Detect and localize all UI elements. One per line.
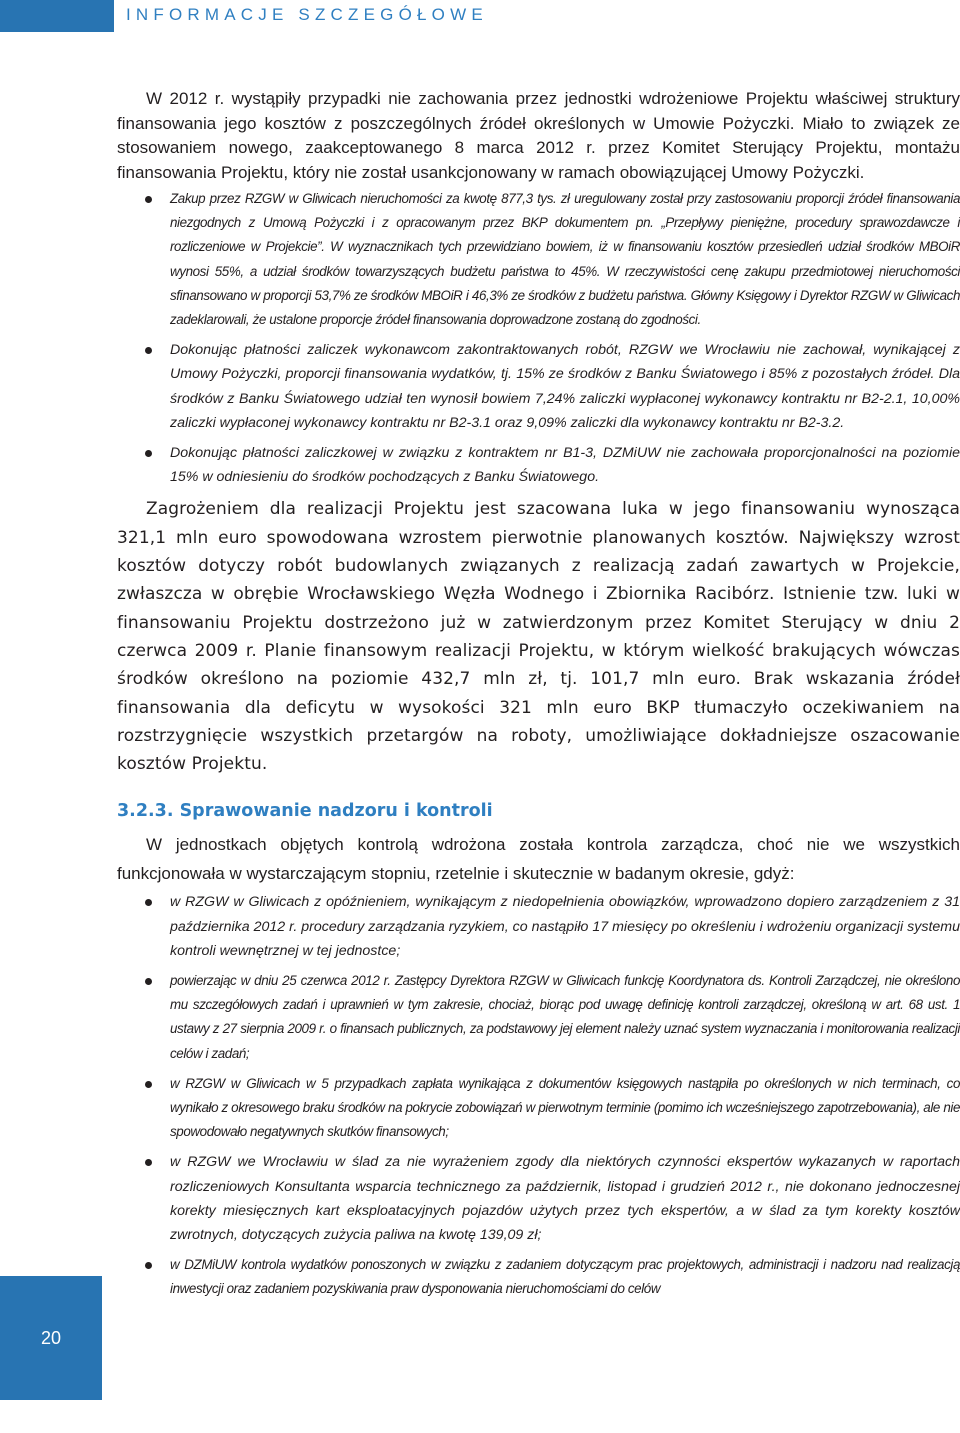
paragraph-management-control: W jednostkach objętych kontrolą wdrożona została kontrola zarządcza, choć nie we wszystkich funkcjonowała w wystarczającym stopniu, rzetelnie i skutecznie w badanym okresie, gdyż:: [117, 835, 960, 884]
list-item: Zakup przez RZGW w Gliwicach nieruchomości za kwotę 877,3 tys. zł uregulowany został przy zastosowaniu proporcji źródeł finansowania niezgodnych z Umową Pożyczki i z opracowanym przez BKP dokumentem pn. „Przepływy pieniężne, procedury sprawozdawcze i rozliczeniowe w Projekcie”. W wyznacznikach tych przewidziano bowiem, iż w finansowaniu kosztów przesiedleń udział środków MBOiR wynosi 55%, a udział środków towarzyszących budżetu państwa to 45%. W rzeczywistości cenę zakupu przedmiotowej nieruchomości sfinansowano w proporcji 53,7% ze środków MBOiR i 46,3% ze środków z budżetu państwa. Główny Księgowy i Dyrektor RZGW w Gliwicach zadeklarowali, że ustalone proporcje źródeł finansowania doprowadzone zostaną do zgodności.: [117, 187, 960, 332]
findings-list: [117, 187, 960, 489]
paragraph-funding-gap: Zagrożeniem dla realizacji Projektu jest szacowana luka w jego finansowaniu wynosząca 321,1 mln euro spowodowana wzrostem pierwotnie planowanych kosztów. Największy wzrost kosztów dotyczy robót budowlanych związanych z realizacją zadań zawartych w Projekcie, zwłaszcza w obrębie Wrocławskiego Węzła Wodnego i Zbiornika Racibórz. Istnienie tzw. luki w finansowaniu Projektu dostrzeżono już w zatwierdzonym przez Komitet Sterujący w dniu 2 czerwca 2009 r. Planie finansowym realizacji Projektu, w którym wielkość brakujących wówczas środków określono na poziomie 432,7 mln zł, tj. 101,7 mln euro. Brak wskazania źródeł finansowania dla deficytu w wysokości 321 mln euro BKP tłumaczyło oczekiwaniem na rozstrzygnięcie wszystkich przetargów na roboty, umożliwiające dokładniejsze oszacowanie kosztów Projektu.: [117, 499, 960, 775]
list-item: powierzając w dniu 25 czerwca 2012 r. Zastępcy Dyrektora RZGW w Gliwicach funkcję Koordynatora ds. Kontroli Zarządczej, nie określono mu szczegółowych zadań i uprawnień w tym zakresie, chociaż, biorąc pod uwagę definicję kontroli zarządczej, określoną w art. 68 ust. 1 ustawy z 27 sierpnia 2009 r. o finansach publicznych, za podstawowy jej element należy uznać system wyznaczania i monitorowania realizacji celów i zadań;: [117, 969, 960, 1066]
list-item: Dokonując płatności zaliczkowej w związku z kontraktem nr B1-3, DZMiUW nie zachowała proporcjonalności na poziomie 15% w odniesieniu do środków pochodzących z Banku Światowego.: [117, 441, 960, 489]
running-header: INFORMACJE SZCZEGÓŁOWE: [126, 5, 488, 24]
page-number: 20: [0, 1276, 102, 1400]
page-body: [117, 87, 960, 1302]
list-item: w RZGW we Wrocławiu w ślad za nie wyrażeniem zgody dla niektórych czynności ekspertów wykazanych w raportach rozliczeniowych Konsultanta wsparcia technicznego za październik, listopad i grudzień 2012 r., nie dokonano jednoczesnej korekty miesięcznych kart eksploatacyjnych pojazdów użytych przez tych ekspertów, a w ślad za tym korekty kosztów zwrotnych, dotyczących zużycia paliwa na kwotę 139,09 zł;: [117, 1150, 960, 1247]
list-item: w RZGW w Gliwicach w 5 przypadkach zapłata wynikająca z dokumentów księgowych nastąpiła po określonych w nich terminach, co wynikało z okresowego braku środków na pokrycie zobowiązań w pierwotnym terminie (pomimo ich wcześniejszego zapotrzebowania), ale nie spowodowało negatywnych skutków finansowych;: [117, 1072, 960, 1145]
section-heading: 3.2.3. Sprawowanie nadzoru i kontroli: [117, 801, 493, 822]
list-item: w RZGW w Gliwicach z opóźnieniem, wynikającym z niedopełnienia obowiązków, wprowadzono dopiero zarządzeniem z 31 października 2012 r. procedury zarządzania ryzykiem, co nastąpiło 17 miesięcy po określeniu i wdrożeniu organizacji systemu kontroli wewnętrznej w tej jednostce;: [117, 890, 960, 963]
control-findings-list: [117, 890, 960, 1301]
list-item: Dokonując płatności zaliczek wykonawcom zakontraktowanych robót, RZGW we Wrocławiu nie zachował, wynikającej z Umowy Pożyczki, proporcji finansowania wydatków, tj. 15% ze środków z Banku Światowego i 85% z pozostałych źródeł. Dla środków z Banku Światowego udział ten wynosił bowiem 7,24% zaliczki wypłaconej wykonawcy kontraktu nr B2-2.1, 10,00% zaliczki wypłaconej wykonawcy kontraktu nr B2-3.1 oraz 9,09% zaliczki dla wykonawcy kontraktu nr B2-3.2.: [117, 338, 960, 435]
header-color-block: [0, 0, 114, 32]
paragraph-financing-structure: W 2012 r. wystąpiły przypadki nie zachowania przez jednostki wdrożeniowe Projektu właściwej struktury finansowania jego kosztów z poszczególnych źródeł określonych w Umowie Pożyczki. Miało to związek ze stosowaniem nowego, zaakceptowanego 8 marca 2012 r. przez Komitet Sterujący Projektu, montażu finansowania Projektu, który nie został usankcjonowany w ramach obowiązującej Umowy Pożyczki.: [117, 89, 960, 182]
list-item: w DZMiUW kontrola wydatków ponoszonych w związku z zadaniem dotyczącym prac projektowych, administracji i nadzoru nad realizacją inwestycji oraz zadaniem pozyskiwania praw dysponowania nieruchomościami do celów: [117, 1253, 960, 1301]
